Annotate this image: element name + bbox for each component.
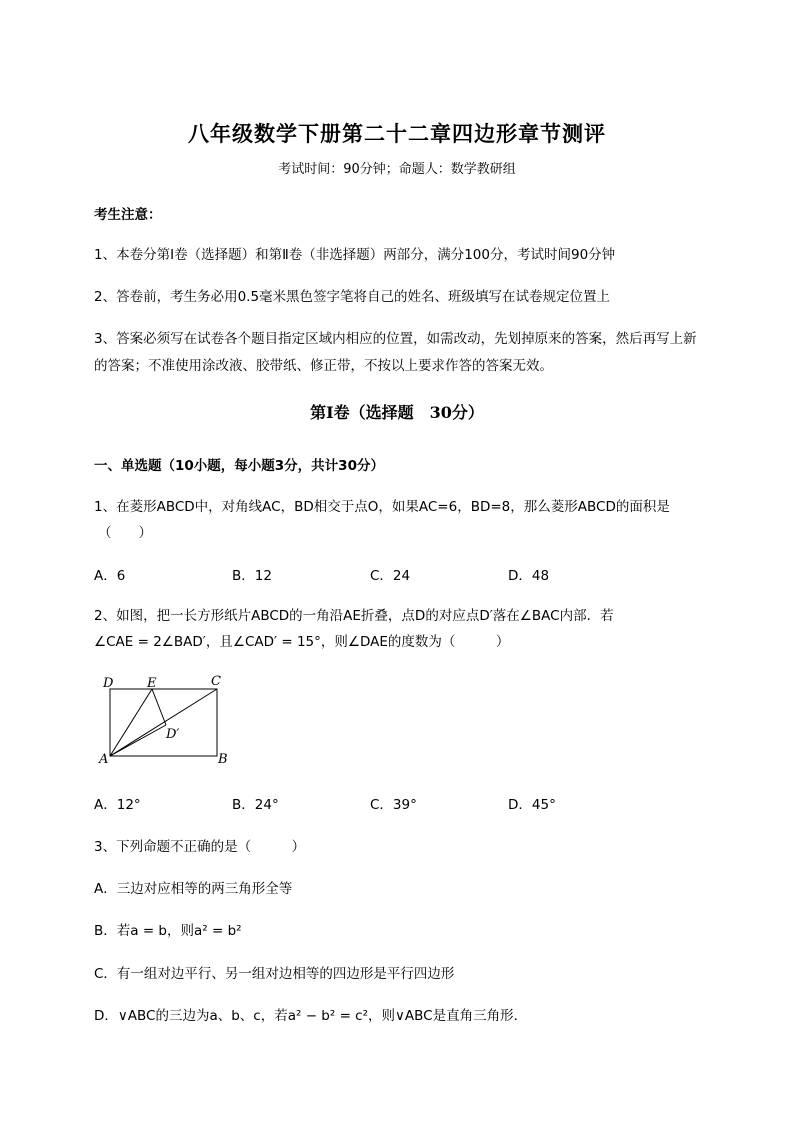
question-2-line-1: 2、如图，把一长方形纸片ABCD的一角沿AE折叠，点D的对应点D′落在∠BAC内部．若 <box>94 608 614 624</box>
question-2-option-d: D．45° <box>508 797 556 813</box>
question-1-option-b: B．12 <box>232 568 272 584</box>
label-d: D <box>103 676 114 691</box>
question-3-text: 3、下列命题不正确的是（ ） <box>94 839 306 855</box>
folded-rectangle-figure <box>96 672 236 768</box>
question-3-option-b: B．若a = b，则a² = b² <box>94 923 242 939</box>
question-2-option-c: C．39° <box>370 797 417 813</box>
question-1-blank: （ ） <box>98 525 152 541</box>
question-1-option-d: D．48 <box>508 568 550 584</box>
question-3-option-a: A．三边对应相等的两三角形全等 <box>94 881 293 897</box>
notice-item-3-cont: 的答案；不准使用涂改液、胶带纸、修正带，不按以上要求作答的答案无效。 <box>94 358 553 374</box>
page-title: 八年级数学下册第二十二章四边形章节测评 <box>188 121 606 146</box>
notice-item-3: 3、答案必须写在试卷各个题目指定区域内相应的位置，如需改动，先划掉原来的答案，然后再写上新 <box>94 331 697 347</box>
segment-ed-prime <box>152 689 166 725</box>
question-1-text: 1、在菱形ABCD中，对角线AC，BD相交于点O，如果AC=6，BD=8，那么菱形ABCD的面积是 <box>94 499 670 515</box>
label-d-prime: D′ <box>166 727 180 742</box>
notice-heading: 考生注意： <box>94 207 162 223</box>
question-3-option-d: D．∨ABC的三边为a、b、c，若a² − b² = c²，则∨ABC是直角三角形． <box>94 1008 528 1024</box>
question-1-option-a: A．6 <box>94 568 126 584</box>
exam-subtitle: 考试时间：90分钟；命题人：数学教研组 <box>278 162 516 177</box>
question-2-line-2: ∠CAE = 2∠BAD′，且∠CAD′ = 15°，则∠DAE的度数为（ ） <box>94 634 510 650</box>
question-2-option-b: B．24° <box>232 797 279 813</box>
question-3-option-c: C．有一组对边平行、另一组对边相等的四边形是平行四边形 <box>94 966 455 982</box>
question-1-option-c: C．24 <box>370 568 411 584</box>
diagonal-ac <box>110 689 217 756</box>
notice-item-1: 1、本卷分第Ⅰ卷（选择题）和第Ⅱ卷（非选择题）两部分，满分100分，考试时间90分钟 <box>94 247 616 263</box>
fold-line-ae <box>110 689 152 756</box>
section-title: 第Ⅰ卷（选择题 30分） <box>310 403 484 422</box>
label-e: E <box>147 676 157 691</box>
question-2-option-a: A．12° <box>94 797 141 813</box>
notice-item-2: 2、答卷前，考生务必用0.5毫米黑色签字笔将自己的姓名、班级填写在试卷规定位置上 <box>94 289 611 305</box>
segment-ad-prime <box>110 725 166 756</box>
part-heading: 一、单选题（10小题，每小题3分，共计30分） <box>94 458 384 474</box>
label-a: A <box>99 752 109 767</box>
label-c: C <box>211 674 221 689</box>
label-b: B <box>218 752 228 767</box>
